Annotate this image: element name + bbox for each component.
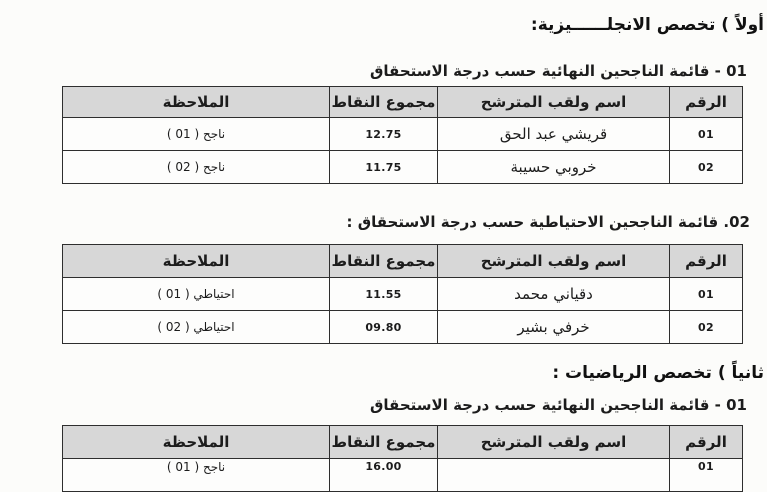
cell-score: 11.75 [330, 151, 438, 184]
cell-score: 16.00 [330, 459, 438, 492]
cell-note: احتياطي ( 02 ) [63, 311, 330, 344]
cell-number: 02 [670, 311, 743, 344]
cell-number: 02 [670, 151, 743, 184]
table-header-row [63, 245, 743, 278]
header-cell-score: مجموع النقاط [330, 245, 438, 278]
header-cell-name: اسم ولقب المترشح [438, 426, 670, 459]
header-cell-name: اسم ولقب المترشح [438, 245, 670, 278]
cell-candidate-name: خرفي بشير [438, 311, 670, 344]
cell-candidate-name: دقياني محمد [438, 278, 670, 311]
table-header-row [63, 87, 743, 118]
table-math-final-list [62, 425, 743, 492]
cell-candidate-name [438, 459, 670, 492]
subtitle-english-reserve-list: 02. قائمة الناجحين الاحتياطية حسب درجة الاستحقاق : [346, 213, 750, 231]
subtitle-english-final-list: 01 - قائمة الناجحين النهائية حسب درجة الاستحقاق [370, 62, 747, 80]
cell-note: ناجح ( 01 ) [63, 459, 330, 492]
header-cell-note: الملاحظة [63, 245, 330, 278]
cell-number: 01 [670, 459, 743, 492]
section-title-math: ثانياً ) تخصص الرياضيات : [552, 363, 764, 383]
header-cell-score: مجموع النقاط [330, 87, 438, 118]
table-row [63, 118, 743, 151]
cell-note: ناجح ( 02 ) [63, 151, 330, 184]
table-row [63, 151, 743, 184]
cell-score: 11.55 [330, 278, 438, 311]
cell-candidate-name: قريشي عبد الحق [438, 118, 670, 151]
header-cell-name: اسم ولقب المترشح [438, 87, 670, 118]
cell-score: 12.75 [330, 118, 438, 151]
header-cell-note: الملاحظة [63, 87, 330, 118]
header-cell-score: مجموع النقاط [330, 426, 438, 459]
cell-note: ناجح ( 01 ) [63, 118, 330, 151]
table-header-row [63, 426, 743, 459]
header-cell-number: الرقم [670, 87, 743, 118]
cell-score: 09.80 [330, 311, 438, 344]
cell-number: 01 [670, 118, 743, 151]
table-english-final-list [62, 86, 743, 184]
header-cell-note: الملاحظة [63, 426, 330, 459]
cell-note: احتياطي ( 01 ) [63, 278, 330, 311]
header-cell-number: الرقم [670, 426, 743, 459]
cell-candidate-name: خروبي حسيبة [438, 151, 670, 184]
table-english-reserve-list [62, 244, 743, 344]
table-row [63, 311, 743, 344]
section-title-english: أولاً ) تخصص الانجلــــــيزية: [530, 15, 764, 35]
header-cell-number: الرقم [670, 245, 743, 278]
cell-number: 01 [670, 278, 743, 311]
subtitle-math-final-list: 01 - قائمة الناجحين النهائية حسب درجة الاستحقاق [370, 396, 747, 414]
table-row [63, 278, 743, 311]
table-row-clipped [63, 459, 743, 492]
